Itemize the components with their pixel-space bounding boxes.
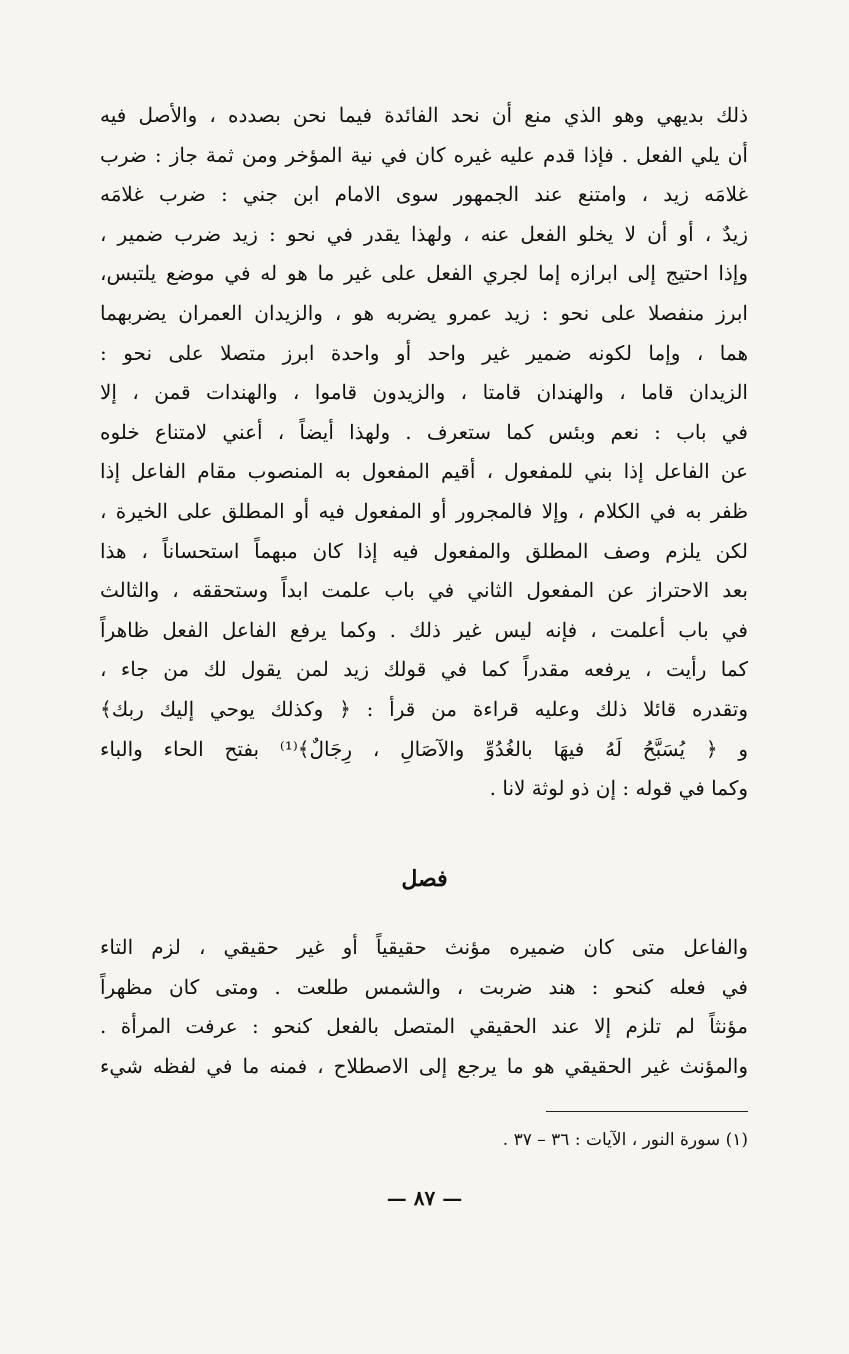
text-line: وإذا احتيج إلى ابرازه إما لجري الفعل على غير ما هو له في موضع يلتبس، [100, 261, 748, 286]
footnote-divider [546, 1111, 748, 1112]
text-line: وتقدره قائلا ذلك وعليه قراءة من قرأ : ﴿ وكذلك يوحي إليك ربك﴾ [100, 696, 748, 721]
paragraph-1 [100, 96, 748, 809]
text-line: ذلك بديهي وهو الذي منع أن نحد الفائدة فيما نحن بصدده ، والأصل فيه [100, 103, 748, 127]
text-line: في باب : نعم وبئس كما ستعرف . ولهذا أيضاً ، أعني لامتناع خلوه [100, 419, 748, 444]
text-line: عن الفاعل إذا بني للمفعول ، أقيم المفعول به المنصوب مقام الفاعل إذا [100, 459, 748, 484]
text-line: في باب أعلمت ، فإنه ليس غير ذلك . وكما يرفع الفاعل الفعل ظاهراً [100, 617, 748, 642]
section-heading: فصل [401, 866, 448, 892]
text-line: غلامَه زيد ، وامتنع عند الجمهور سوى الامام ابن جني : ضرب غلامَه [100, 182, 748, 207]
text-line: في فعله كنحو : هند ضربت ، والشمس طلعت . ومتى كان مظهراً [100, 974, 748, 999]
paragraph-2 [100, 928, 748, 1086]
text-line: لكن يلزم وصف المطلق والمفعول فيه إذا كان مبهماً استحساناً ، هذا [100, 538, 748, 563]
text-line: والفاعل متى كان ضميره مؤنث حقيقياً أو غير حقيقي ، لزم التاء [100, 935, 748, 959]
text-line: كما رأيت ، يرفعه مقدراً كما في قولك زيد لمن يقول لك من جاء ، [100, 657, 748, 682]
page-number: — ٨٧ — [386, 1186, 463, 1210]
text-line: ظفر به في الكلام ، وإلا فالمجرور أو المفعول فيه أو المطلق على الخيرة ، [100, 498, 748, 523]
footnote: (١) سورة النور ، الآيات : ٣٦ – ٣٧ . [502, 1130, 748, 1150]
text-line: والمؤنث غير الحقيقي هو ما يرجع إلى الاصطلاح ، فمنه ما في لفظه شيء [100, 1053, 748, 1078]
text-line: ابرز منفصلا على نحو : زيد عمرو يضربه هو ، والزيدان العمران يضربهما [100, 300, 748, 325]
text-line: و ﴿ يُسَبَّحُ لَهُ فيهَا بالغُدُوِّ والآصَالِ ، رِجَالٌ﴾⁽¹⁾ بفتح الحاء والباء [100, 736, 748, 761]
text-line: أن يلي الفعل . فإذا قدم عليه غيره كان في نية المؤخر ومن ثمة جاز : ضرب [100, 142, 748, 167]
text-line: بعد الاحتراز عن المفعول الثاني في باب علمت ابداً وستحققه ، والثالث [100, 578, 748, 603]
text-line: مؤنثاً لم تلزم إلا عند الحقيقي المتصل بالفعل كنحو : عرفت المرأة . [100, 1014, 748, 1039]
text-line: زيدٌ ، أو أن لا يخلو الفعل عنه ، ولهذا يقدر في نحو : زيد ضرب ضمير ، [100, 221, 748, 246]
text-line: هما ، وإما لكونه ضمير غير واحد أو واحدة ابرز متصلا على نحو : [100, 340, 748, 365]
text-line: وكما في قوله : إن ذو لوثة لانا . [489, 776, 748, 801]
text-line: الزيدان قاما ، والهندان قامتا ، والزيدون قاموا ، والهندات قمن ، إلا [100, 380, 748, 405]
